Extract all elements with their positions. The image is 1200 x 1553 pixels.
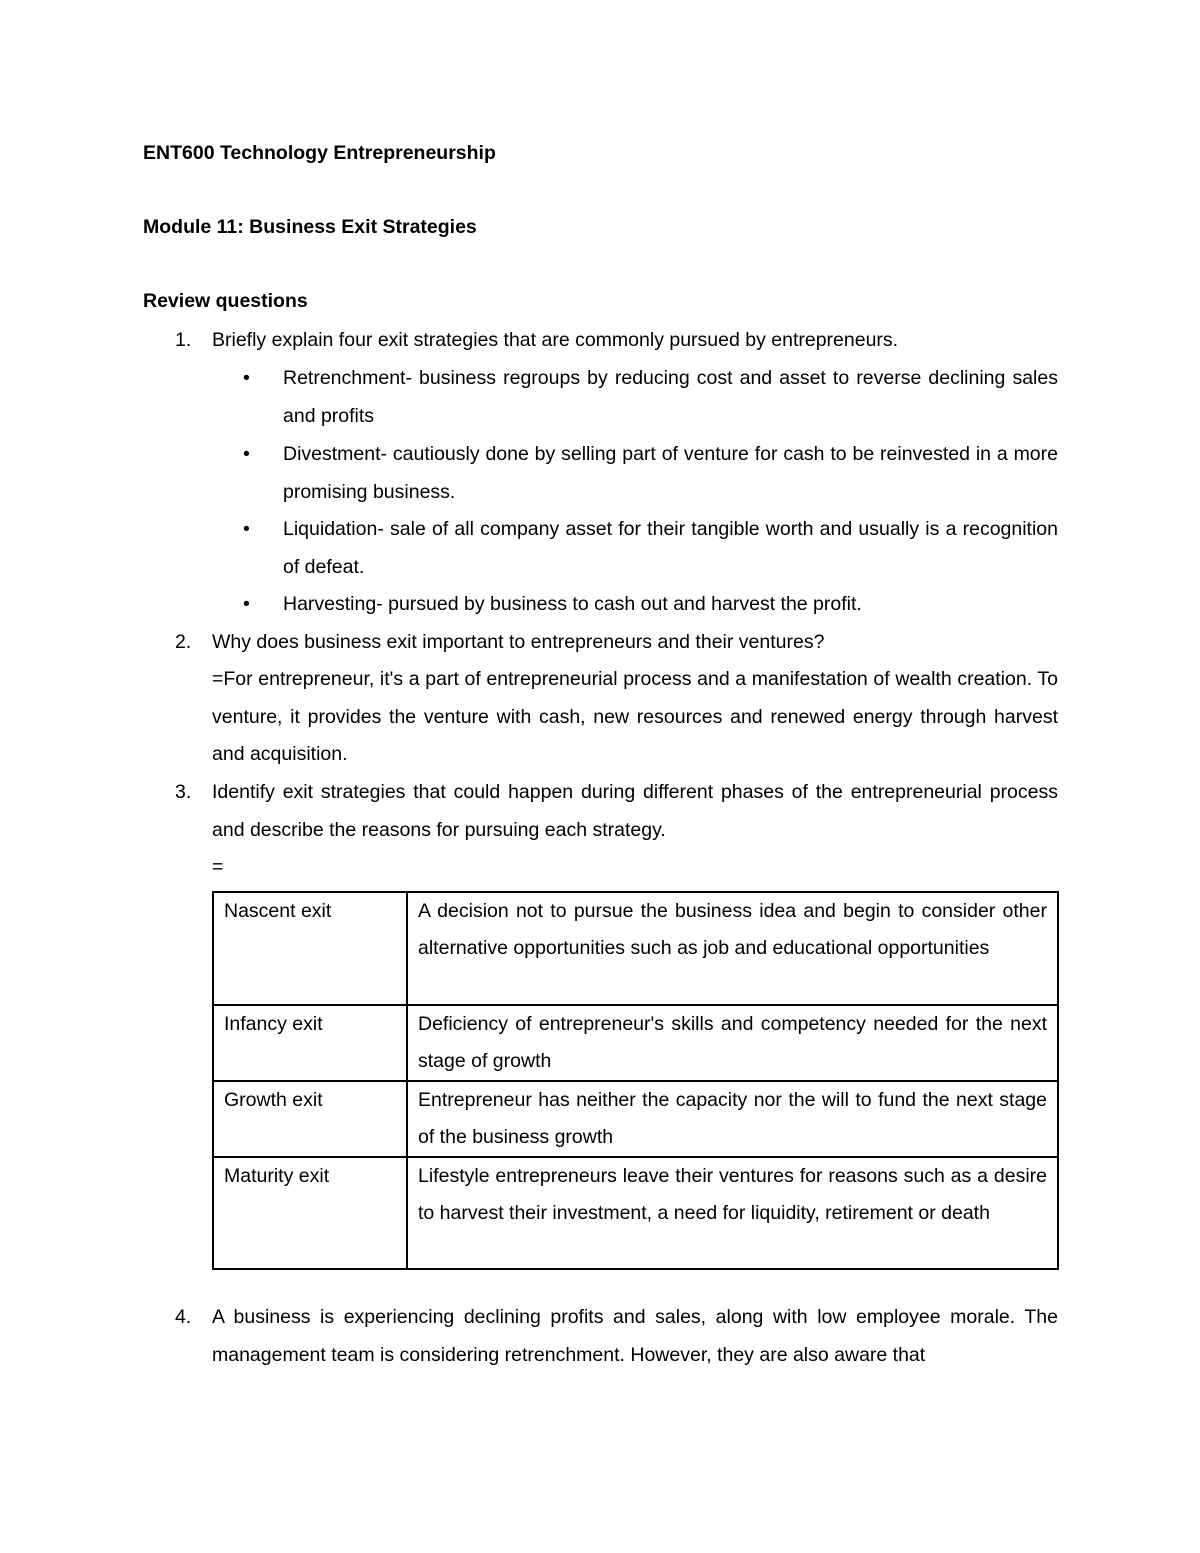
list-item: Retrenchment- business regroups by reducing cost and asset to reverse declining sales and profits <box>283 367 1058 427</box>
question-number: 4. <box>175 1306 192 1328</box>
bullet-icon: • <box>243 367 250 389</box>
question-number: 3. <box>175 781 192 803</box>
module-title: Module 11: Business Exit Strategies <box>143 216 477 238</box>
bullet-icon: • <box>243 443 250 465</box>
question-text: Identify exit strategies that could happen during different phases of the entrepreneurial process and describe the reasons for pursuing each strategy. <box>212 781 1058 841</box>
table-row <box>213 1157 1058 1269</box>
table-cell-reason: Lifestyle entrepreneurs leave their ventures for reasons such as a desire to harvest their investment, a need for liquidity, retirement or death <box>407 1157 1058 1269</box>
list-item: Divestment- cautiously done by selling part of venture for cash to be reinvested in a more promising business. <box>283 443 1058 503</box>
question-number: 1. <box>175 329 192 351</box>
table-cell-reason: A decision not to pursue the business idea and begin to consider other alternative opportunities such as job and educational opportunities <box>407 892 1058 1005</box>
answer-text: =For entrepreneur, it's a part of entrepreneurial process and a manifestation of wealth creation. To venture, it provides the venture with cash, new resources and renewed energy through harvest and acquisition. <box>212 668 1058 766</box>
question-text: Why does business exit important to entrepreneurs and their ventures? <box>212 631 825 653</box>
table-cell-reason: Deficiency of entrepreneur's skills and competency needed for the next stage of growth <box>407 1005 1058 1081</box>
question-text: Briefly explain four exit strategies that are commonly pursued by entrepreneurs. <box>212 329 899 351</box>
table-row <box>213 1005 1058 1081</box>
list-item: Harvesting- pursued by business to cash out and harvest the profit. <box>283 593 862 615</box>
table-cell-phase: Nascent exit <box>213 892 407 1005</box>
exit-strategies-table <box>212 891 1059 1270</box>
table-cell-phase: Maturity exit <box>213 1157 407 1269</box>
table-row <box>213 1081 1058 1157</box>
table-cell-phase: Growth exit <box>213 1081 407 1157</box>
bullet-icon: • <box>243 593 250 615</box>
table-cell-phase: Infancy exit <box>213 1005 407 1081</box>
question-number: 2. <box>175 631 192 653</box>
list-item: Liquidation- sale of all company asset for their tangible worth and usually is a recognition of defeat. <box>283 518 1058 578</box>
table-cell-reason: Entrepreneur has neither the capacity nor the will to fund the next stage of the business growth <box>407 1081 1058 1157</box>
answer-text: = <box>212 856 224 878</box>
section-title: Review questions <box>143 290 308 312</box>
question-text: A business is experiencing declining profits and sales, along with low employee morale. The management team is considering retrenchment. However, they are also aware that <box>212 1306 1058 1366</box>
bullet-icon: • <box>243 518 250 540</box>
course-title: ENT600 Technology Entrepreneurship <box>143 142 496 164</box>
table-row <box>213 892 1058 1005</box>
